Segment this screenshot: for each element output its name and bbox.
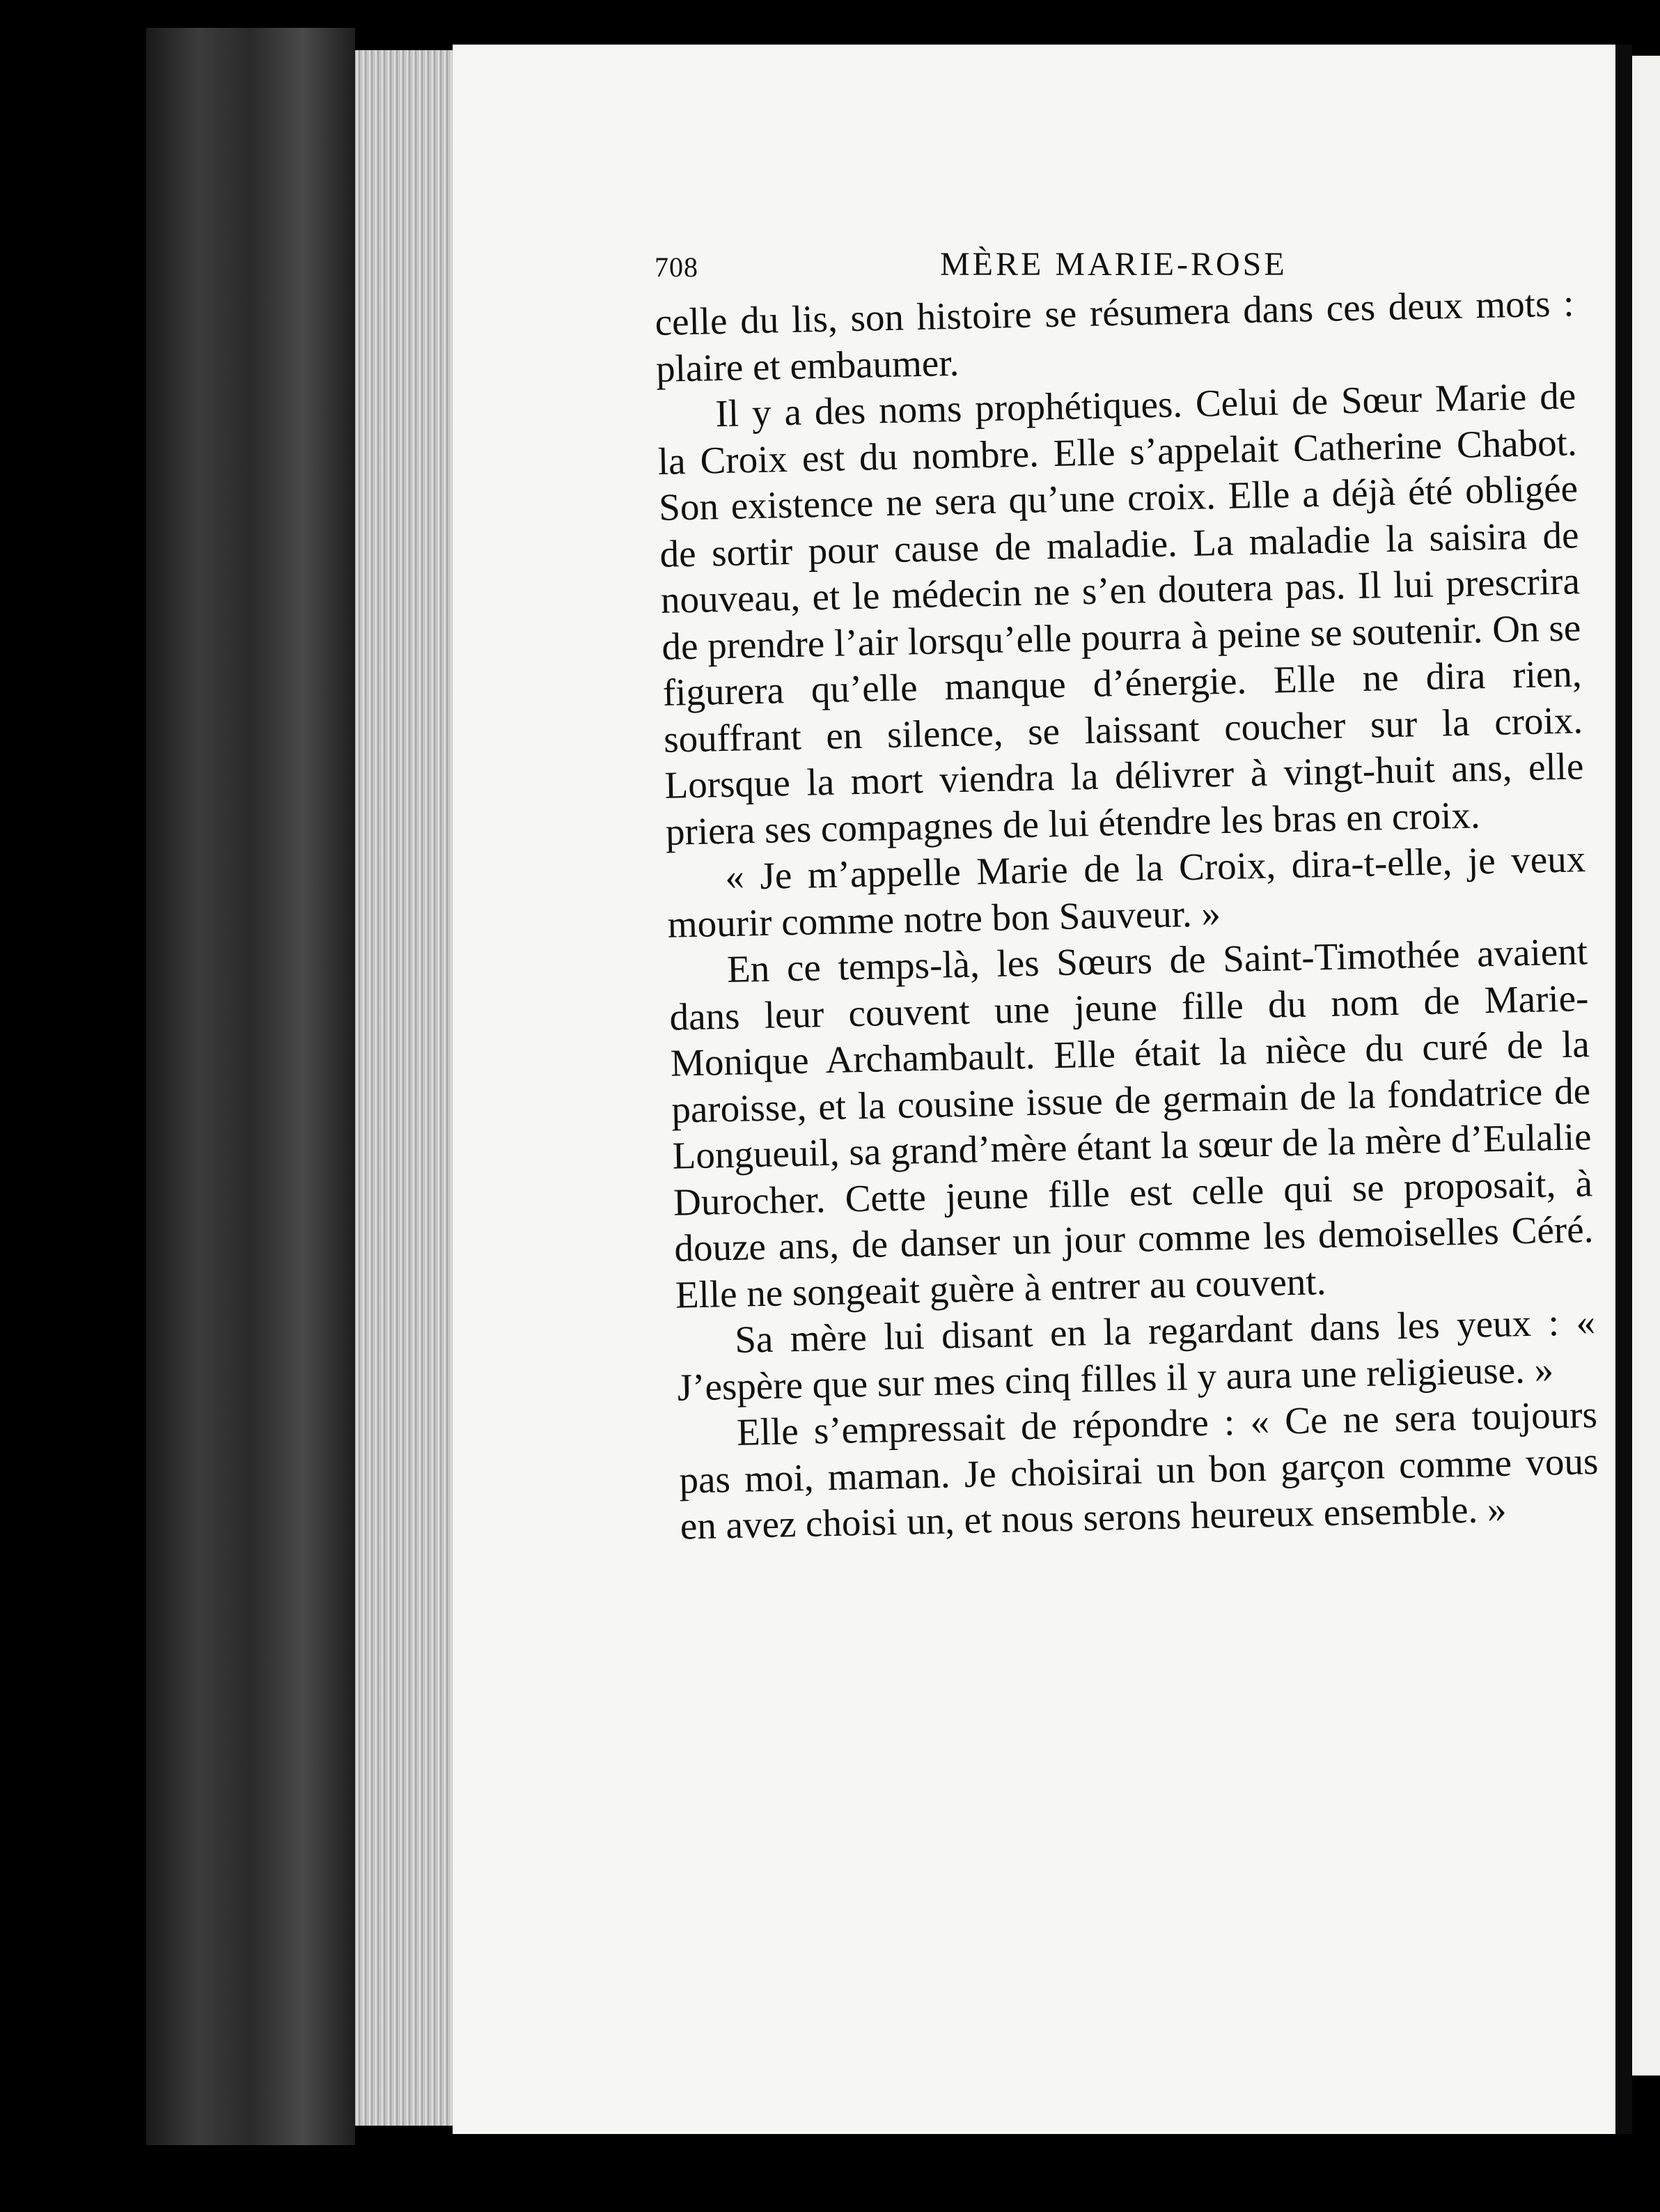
book-spine <box>146 28 355 2145</box>
paragraph: Elle s’empressait de répondre : « Ce ne sera toujours pas moi, maman. Je choisirai un bon garçon comme vous en avez choisi un, et nous serons heureux ensemble. » <box>678 1393 1599 1548</box>
body-text <box>655 280 1599 1550</box>
gutter-shadow <box>1615 45 1632 2134</box>
paragraph: Sa mère lui disant en la regardant dans les yeux : « J’espère que sur mes cinq filles il y aura une religieuse. » <box>677 1300 1596 1409</box>
paragraph-continuation: celle du lis, son histoire se résumera dans ces deux mots : plaire et embaumer. <box>655 281 1575 390</box>
page-edges <box>355 50 460 2126</box>
paragraph: Il y a des noms prophétiques. Celui de Sœur Marie de la Croix est du nombre. Elle s’appelait Catherine Chabot. Son existence ne sera qu’une croix. Elle a déjà été obligée de sortir pour cause de maladie. La maladie la saisira de nouveau, et le médecin ne s’en doutera pas. Il lui prescrira de prendre l’air lorsqu’elle pourra à peine se soutenir. On se figurera qu’elle manque d’énergie. Elle ne dira rien, souffrant en silence, se laissant coucher sur la croix. Lorsque la mort viendra la délivrer à vingt-huit ans, elle priera ses compagnes de lui étendre les bras en croix. <box>657 374 1584 853</box>
paragraph-quote: « Je m’appelle Marie de la Croix, dira-t-elle, je veux mourir comme notre bon Sauveur. » <box>667 837 1586 946</box>
right-page-edge <box>1632 56 1660 2075</box>
paragraph: En ce temps-là, les Sœurs de Saint-Timothée avaient dans leur couvent une jeune fille du nom de Marie-Monique Archambault. Elle était la nièce du curé de la paroisse, et la cousine issue de germain de la fondatrice de Longueuil, sa grand’mère étant la sœur de la mère d’Eulalie Durocher. Cette jeune fille est celle qui se proposait, à douze ans, de danser un jour comme les demoiselles Céré. Elle ne songeait guère à entrer au couvent. <box>668 930 1594 1316</box>
running-head: MÈRE MARIE-ROSE <box>940 246 1287 283</box>
page-number: 708 <box>655 251 698 283</box>
